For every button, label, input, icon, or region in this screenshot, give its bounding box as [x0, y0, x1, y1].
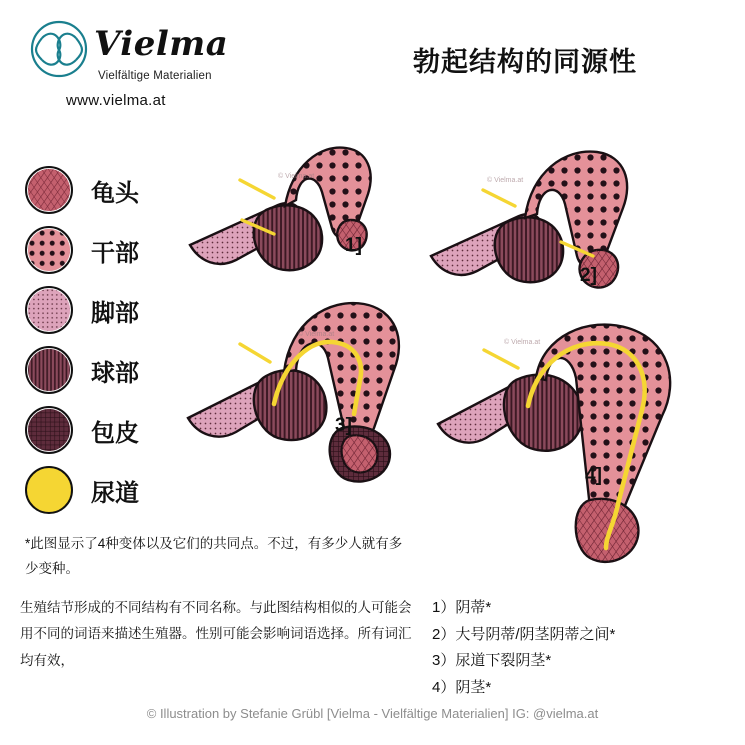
brand-logo[interactable]	[28, 18, 243, 113]
legend-swatch-glans	[25, 166, 73, 214]
anatomy-illustrations	[170, 120, 745, 570]
figure-label-3: 3]	[335, 415, 352, 436]
legend-swatch-foreskin	[25, 406, 73, 454]
list-item: 3）尿道下裂阴茎*	[432, 652, 552, 670]
figure-1	[190, 148, 371, 271]
svg-text:© Vielma.at: © Vielma.at	[278, 173, 315, 180]
variant-list	[432, 595, 732, 702]
legend-label-bulb: 球部	[91, 359, 139, 387]
legend-label-glans: 龟头	[91, 179, 139, 207]
legend-label-shaft: 干部	[91, 239, 139, 267]
svg-text:© Vielma.at: © Vielma.at	[504, 339, 541, 346]
legend-swatch-shaft	[25, 226, 73, 274]
anatomy-figure-group	[170, 120, 745, 570]
svg-text:© Vielma.at: © Vielma.at	[298, 331, 335, 338]
figure-label-1: 1]	[345, 235, 362, 256]
list-item: 4）阴茎*	[432, 679, 492, 697]
figure-label-2: 2]	[580, 265, 597, 286]
legend-swatch-crus	[25, 286, 73, 334]
list-item: 1）阴蒂*	[432, 599, 492, 616]
logo-wordmark: Vielma	[94, 24, 229, 64]
figure-4	[438, 325, 670, 562]
legend-label-urethra: 尿道	[91, 479, 139, 507]
legend-label-foreskin: 包皮	[91, 419, 139, 447]
list-item: 2）大号阴蒂/阴茎阴蒂之间*	[432, 625, 616, 643]
figure-label-4: 4]	[585, 465, 602, 486]
footnote-text: *此图显示了4种变体以及它们的共同点。不过，有多少人就有多少变种。	[25, 536, 403, 576]
legend-label-crus: 脚部	[91, 299, 139, 327]
interlocking-loops-icon	[28, 20, 90, 78]
logo-url[interactable]: www.vielma.at	[66, 92, 166, 109]
figure-3	[188, 303, 399, 481]
logo-tagline: Vielfältige Materialien	[98, 70, 212, 82]
page-title: 勃起结构的同源性	[413, 47, 637, 77]
legend-swatch-bulb	[25, 346, 73, 394]
legend-swatch-urethra	[25, 466, 73, 514]
body-text: 生殖结节形成的不同结构有不同名称。与此图结构相似的人可能会用不同的词语来描述生殖器。性别可能会影响词语选择。所有词汇均有效，	[20, 600, 412, 668]
svg-text:© Vielma.at: © Vielma.at	[487, 177, 524, 184]
figure-2	[431, 152, 627, 288]
credit-footer: © Illustration by Stefanie Grübl [Vielma - Vielfältige Materialien] IG: @vielma.at	[146, 706, 599, 721]
